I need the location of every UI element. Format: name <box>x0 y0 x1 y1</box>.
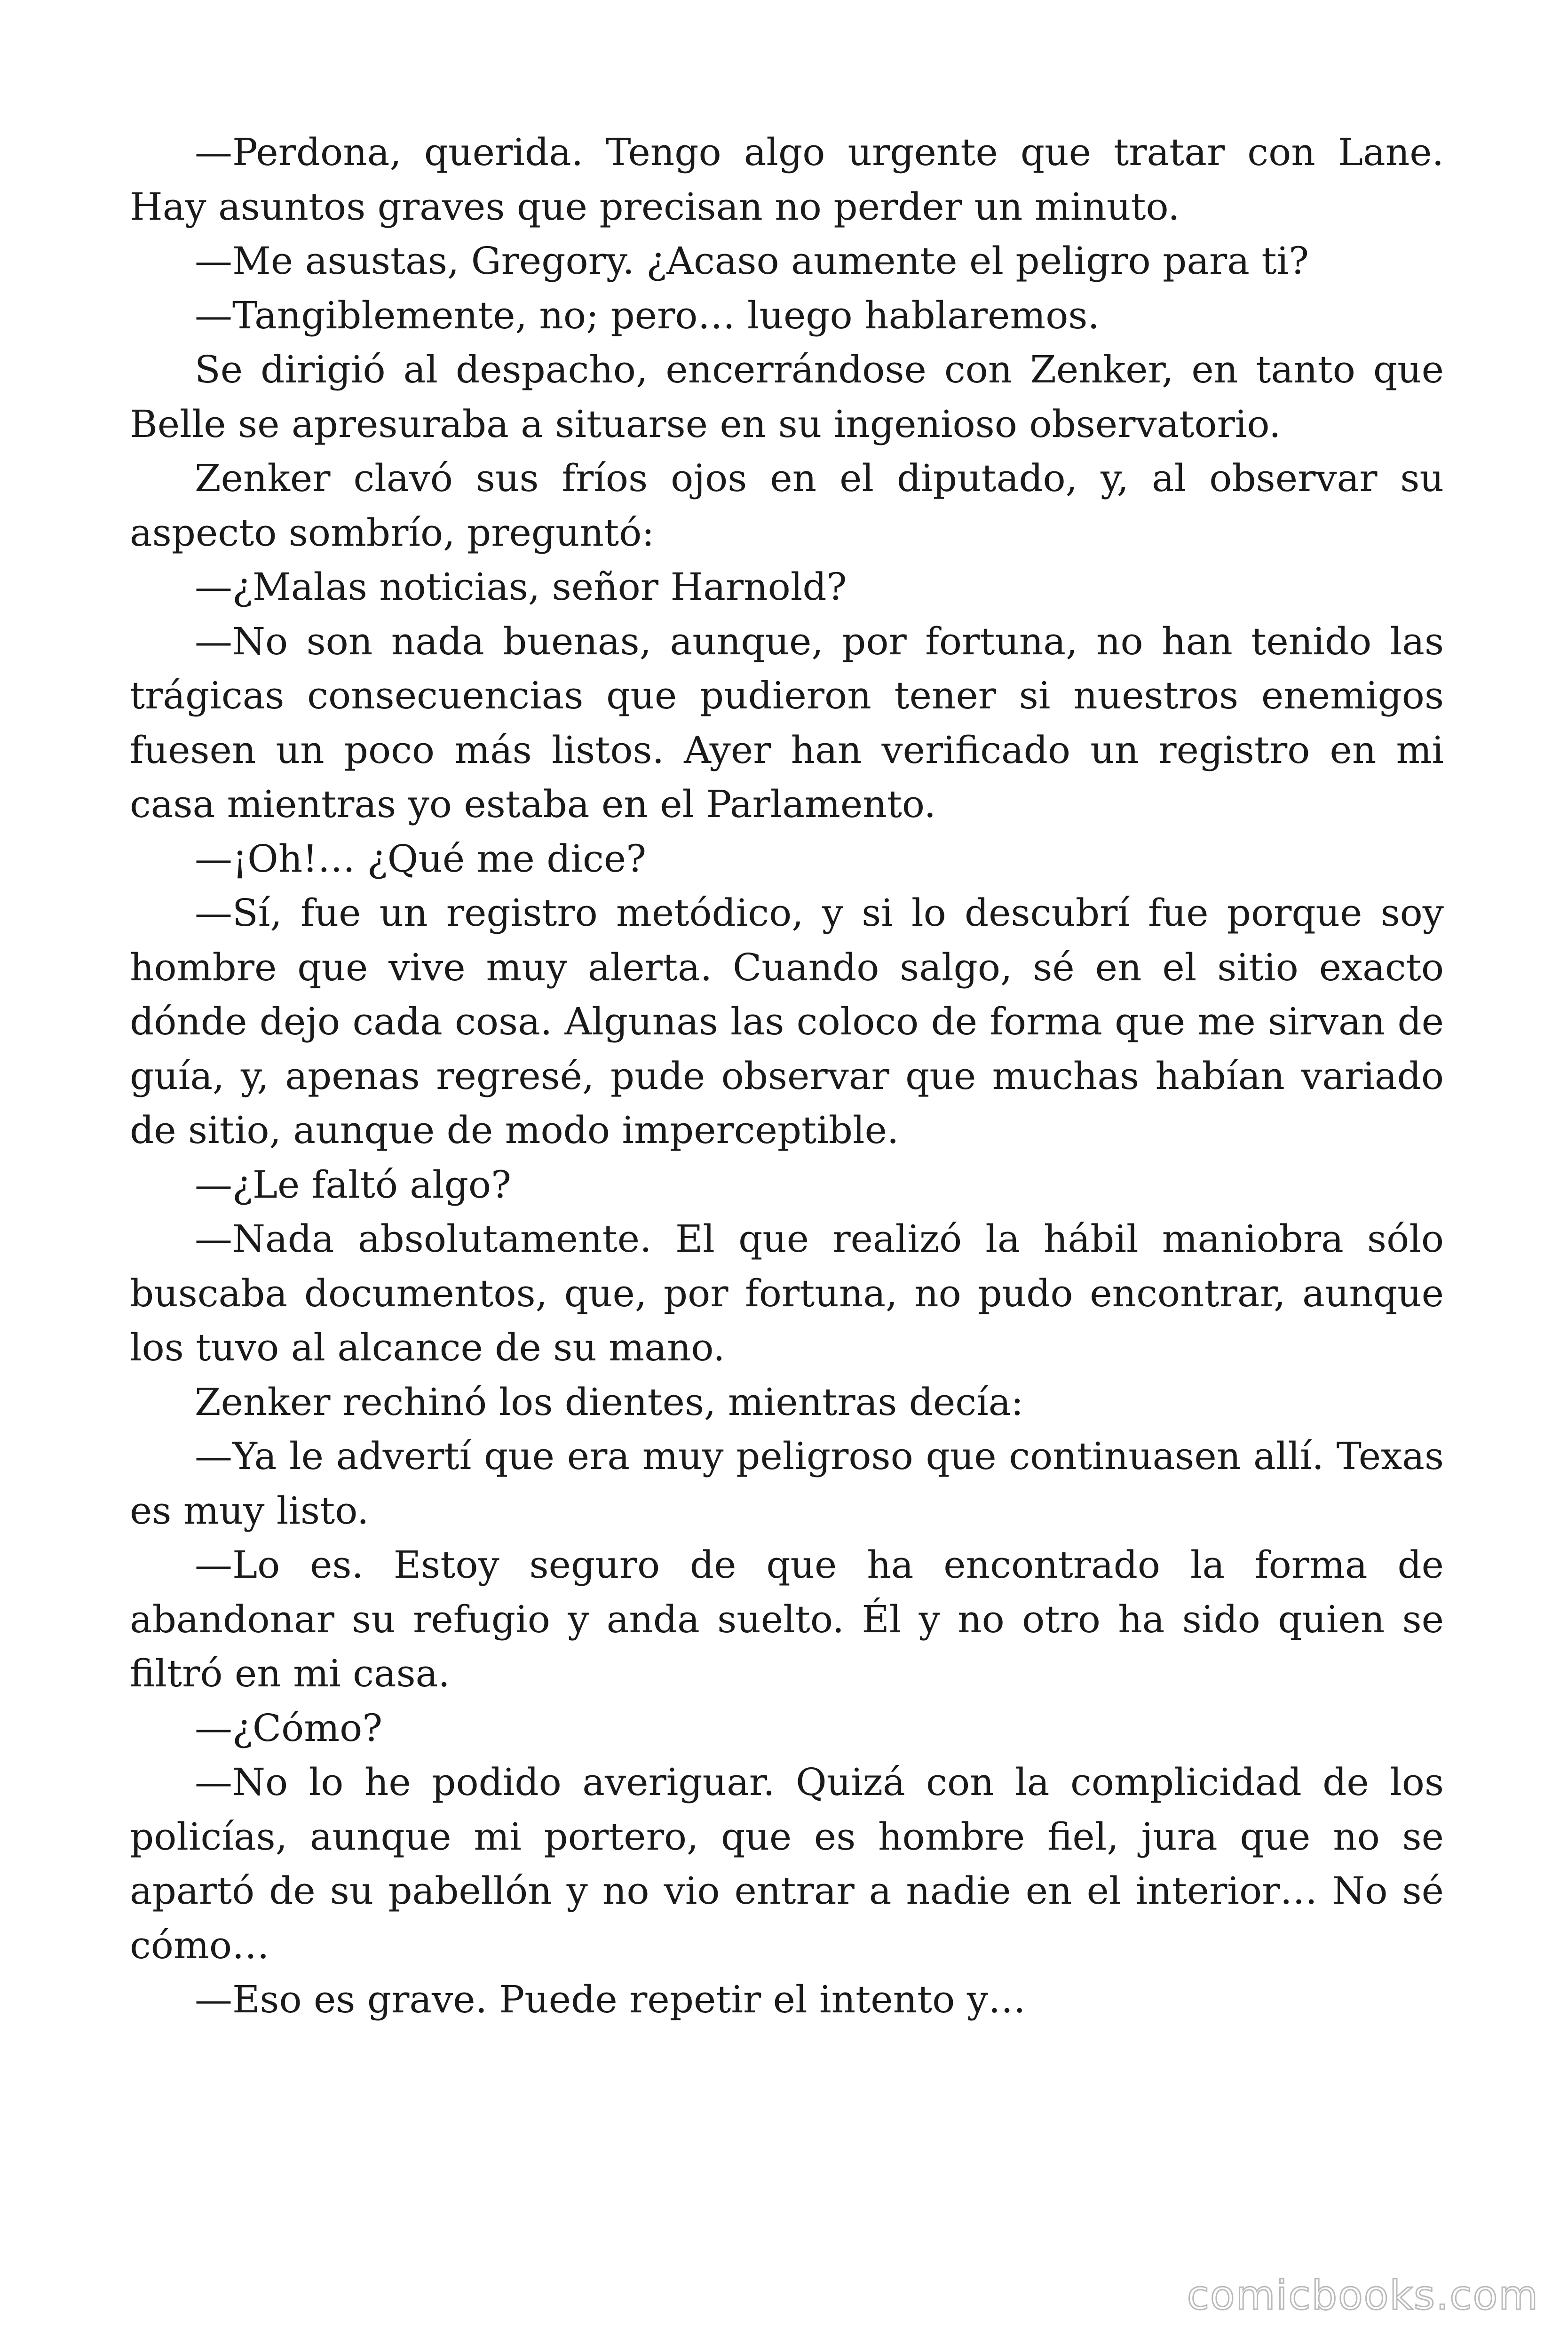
paragraph: —No lo he podido averiguar. Quizá con la complicidad de los policías, aunque mi portero, que es hombre fiel, jura que no se apartó de su pabellón y no vio entrar a nadie en el interior… No sé cómo… <box>130 1760 1444 1967</box>
paragraph: —¿Le faltó algo? <box>195 1162 511 1207</box>
paragraph: Zenker clavó sus fríos ojos en el diputado, y, al observar su aspecto sombrío, preguntó: <box>130 456 1444 555</box>
paragraph: —Lo es. Estoy seguro de que ha encontrado la forma de abandonar su refugio y anda suelto. Él y no otro ha sido quien se filtró en mi casa. <box>130 1543 1444 1695</box>
paragraph: —Perdona, querida. Tengo algo urgente que tratar con Lane. Hay asuntos graves que precisan no perder un minuto. <box>130 130 1444 229</box>
paragraph: —Eso es grave. Puede repetir el intento y… <box>195 1978 1026 2021</box>
paragraph: —No son nada buenas, aunque, por fortuna, no han tenido las trágicas consecuencias que pudieron tener si nuestros enemigos fuesen un poco más listos. Ayer han verificado un registro en mi casa mientras yo estaba en el Parlamento. <box>130 619 1444 826</box>
paragraph: Se dirigió al despacho, encerrándose con Zenker, en tanto que Belle se apresuraba a situarse en su ingenioso observatorio. <box>130 348 1444 446</box>
paragraph: —¿Malas noticias, señor Harnold? <box>195 565 847 609</box>
paragraph: —Ya le advertí que era muy peligroso que continuasen allí. Texas es muy listo. <box>130 1434 1444 1533</box>
paragraph: —¿Cómo? <box>195 1706 383 1750</box>
watermark: comicbooks.com <box>1187 2272 1539 2319</box>
paragraph: Zenker rechinó los dientes, mientras decía: <box>195 1380 1024 1424</box>
paragraph: —Me asustas, Gregory. ¿Acaso aumente el peligro para ti? <box>195 239 1309 283</box>
book-page-text <box>130 125 1444 2027</box>
paragraph: —Nada absolutamente. El que realizó la hábil maniobra sólo buscaba documentos, que, por fortuna, no pudo encontrar, aunque los tuvo al alcance de su mano. <box>130 1217 1444 1369</box>
paragraph: —¡Oh!… ¿Qué me dice? <box>195 836 647 881</box>
paragraph: —Sí, fue un registro metódico, y si lo descubrí fue porque soy hombre que vive muy alerta. Cuando salgo, sé en el sitio exacto dónde dejo cada cosa. Algunas las coloco de forma que me sirvan de guía, y, apenas regresé, pude observar que muchas habían variado de sitio, aunque de modo imperceptible. <box>130 891 1444 1152</box>
paragraph: —Tangiblemente, no; pero… luego hablaremos. <box>195 293 1100 337</box>
